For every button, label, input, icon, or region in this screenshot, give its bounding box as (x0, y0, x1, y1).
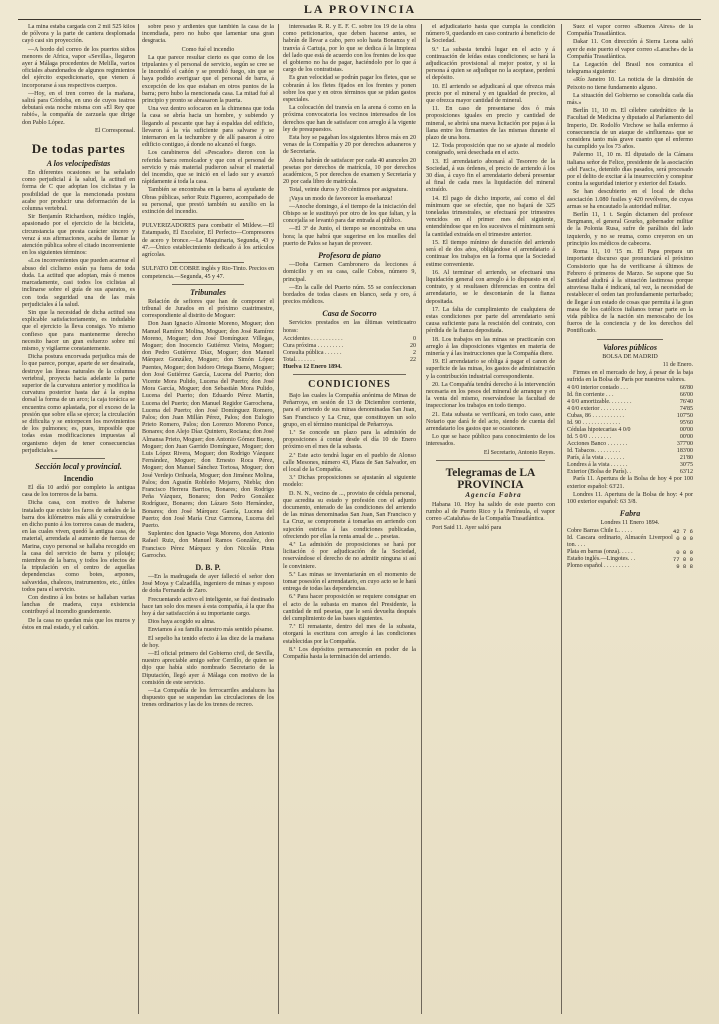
signature: El Corresponsal. (95, 127, 135, 134)
table-row (567, 441, 693, 448)
paragraph: La que parece resultar cierto es que como de los tripulantes y el personal de servicio, según se cree se le incendió el cañón y se prendió fuego, sin que se haya podido averiguar que el personal de barra, á excepción de los que estaban en otros puntos de la barra; pero hubo la mencionada casa. La mitad fué al principio y pronto se abrasaron la puerta. (142, 54, 274, 105)
paragraph: —Anoche domingo, á el tiempo de la iniciación del Obispo se le sustituyó por otro de los que faltan, y la concejalía se levantó para dar entrada al público. (283, 203, 416, 225)
paragraph: El día 10 ardió por completo la antigua casa de los torreros de la barra. (22, 484, 135, 499)
table-row (567, 563, 693, 570)
column-3 (283, 24, 416, 1014)
paragraph: Ahora habrán de satisfacer por cada 40 aranceles 20 pesetas por derechos de matrícula, 10 por derechos académicos, 5 por derechos de examen y Secretaría y 20 por cada libro de matrícula. (283, 157, 416, 186)
paragraph: Palermo 11, 10 m. El diputado de la Cámara italiana señor de Felice, presidente de la asociación «del Fasci», detenido días pasados, será procesado por el delito de excitar á la insurrección y conspirar contra la seguridad interior y exterior del Estado. (567, 152, 693, 188)
paragraph: «Los inconvenientes que pueden acarrear el abuso del ciclismo están ya fuera de toda duda. La actitud que adoptan, más ó menos marcadamente, casi todos los ciclistas al inclinarse sobre el guía de sus aparatos, es con toda seguridad una de las más perjudiciales á la salud. (22, 258, 135, 308)
divider (172, 262, 244, 263)
table-row (567, 469, 693, 476)
paragraph: 4.ª La admisión de proposiciones se hará por licitación ó por adjudicación de la Sociedad, reservándose el derecho de no admitir ninguna si así le conviniere. (283, 541, 416, 570)
table-row (283, 350, 416, 357)
section-heading-todas-partes: De todas partes (31, 141, 126, 157)
paragraph: Los carabineros del «Pescador» dieron con la referida barca remolcador y que con el personal de servicio y más material pudieron salvar el material del incendio, que se inició en el lado sur y avanzó rápidamente á toda la casa. (142, 150, 274, 186)
table-cell-label: Cédulas hipotecarias 4 0/0 (567, 427, 631, 434)
paragraph: Se han descubierto en el local de dicha asociación 1.080 fusiles y 420 revólvers, de cuyas armas se ha encautado la autoridad militar. (567, 189, 693, 210)
table-row (567, 556, 693, 563)
divider (172, 284, 244, 285)
agency-label: Agencia Fabra (465, 490, 522, 499)
paragraph: El sepelio ha tenido efecto á las diez de la mañana de hoy. (142, 635, 274, 649)
paragraph: 3.ª Dichas proposiciones se ajustarán al siguiente modelo: (283, 475, 416, 489)
table-row (567, 455, 693, 462)
section-heading-telegramas: Telegramas de LA PROVINCIA (445, 466, 536, 491)
divider (597, 339, 663, 340)
article-heading-tribunales: Tribunales (190, 287, 226, 297)
article-heading-dbp: D. B. P. (195, 563, 221, 573)
article-heading-profesora: Profesora de piano (318, 251, 381, 261)
table-cell-value: 30'75 (679, 462, 693, 469)
paragraph: —A bordo del correo de los puertos sidios menores de Africa, vapor «Sevilla», llegaron ayer á Málaga procedentes de Melilla, varios oficiales abandonados de algunos regimientos del ejército expedicionario, que vienen á incorporarse á sus respectivos cuerpos. (22, 46, 135, 89)
paragraph: Enviamos á su familia nuestro más sentido pésame. (148, 627, 274, 634)
advertisement-sulfato: SULFATO DE COBRE inglés y Rio-Tinto. Precios en competencia.—Segunda, 45 y 47. (142, 266, 274, 280)
paragraph: «Río Janeiro 10. La noticia de la dimisión de Peixoto no tiene fundamento alguno. (567, 77, 693, 91)
column-divider (421, 24, 422, 1014)
article-heading-como-fue: Como fué el incendio (181, 46, 235, 53)
divider (172, 219, 244, 220)
metals-table (567, 528, 693, 570)
column-divider (561, 24, 562, 1014)
paragraph: Firmes en el mercado de hoy, á pesar de la baja sufrida en la Bolsa de París por nuestros valores. (567, 369, 693, 384)
table-row (567, 434, 693, 441)
paragraph: 19. El arrendatario se obliga á pagar el canon de superficie de las minas, los gastos de administración y la contribución industrial correspondiente. (426, 359, 555, 380)
paragraph: Roma 11, 10 '15 m. El Papa prepara un importante discurso que pronunciará el próximo Consistorio que ha de verificarse á últimos de Febrero ó primeros de Marzo. Se supone que Su Santidad aludirá á la situación lastimosa porque atraviesa Italia é indicará, tal vez, la necesidad de restablecer el orden tan profundamente perturbado; de llegar á un estado de cosas que permita á la gran masa de los católicos italianos tomar parte en la vida pública de la nación sin menoscabo de los fueros de la conciencia y de los derechos del Pontificado. (567, 249, 693, 335)
column-divider (138, 24, 139, 1014)
paragraph: 14. El pago de dicho importe, así como el del mínimum que se efectúe, que no bajará de 325 toneladas trimestrales, se efectuará por trimestres vencidos en el primer mes del siguiente, entendiéndose que en los sucesivos el mínimum será la cantidad extraída en el trimestre anterior. (426, 195, 555, 238)
signature: El Secretario, Antonio Reyes. (483, 449, 555, 456)
paragraph: También se encontraba en la barra al ayudante de Obras públicas, señor Ruiz Figuereo, acompañado de su personal, que prestó también su auxilio en la extinción del incendio. (142, 187, 274, 216)
paragraph: 9.ª La subasta tendrá lugar en el acto y á continuación de leídas estas condiciones; se hará la adjudicación provisional al mejor postor, y si la persona á quien se adjudique no la aceptase, perderá el depósito. (426, 46, 555, 82)
dateline: Huelva 12 Enero 1894. (283, 363, 342, 370)
paragraph: Total, veinte duros y 30 céntimos por asignatura. (289, 187, 408, 194)
table-row (567, 392, 693, 399)
paragraph: —El oficial primero del Gobierno civil, de Sevilla, nuestro apreciable amigo señor Cerrillo, de quien se dijo que había sido nombrado Secretario de la Diputación, llegó ayer á Málaga con motivo de la comisión de este servicio. (142, 651, 274, 686)
column-4 (426, 24, 555, 1014)
masthead-title: LA PROVINCIA (303, 2, 417, 16)
subheading-fabra: Fabra (619, 509, 641, 519)
table-cell-label: Consulta pública . . . . . . (283, 349, 342, 356)
paragraph: Esta hoy se pagaban los siguientes libros más en 20 venas de la Compañía y 20 por derechos aduaneros y de Secretaría. (283, 135, 416, 156)
table-cell-value: 66'00 (679, 392, 693, 399)
article-heading-condiciones: CONDICIONES (308, 378, 391, 390)
table-row (567, 528, 693, 535)
article-heading-incendio: Incendio (63, 473, 94, 483)
paragraph: 11. En caso de presentarse dos ó más proposiciones iguales en precio y cantidad de mineral, se abrirá una nueva licitación por pujas á la llana entre los firmantes de las mismas durante el plazo de una hora. (426, 106, 555, 142)
paragraph: Frecuentando activo el inteligente, se fué destinado hace tan solo dos meses á esta compañía, á la que iba hoy á dar satisfacción á su importante cargo. (142, 596, 274, 618)
paragraph: Berlín 11, 10 m. El célebre catedrático de la Facultad de Medicina y diputado al Parlamento del Imperio, Dr. Rodolfo Virchow se halla enfermo á consecuencia de un ataque de «influenza» que se considera tanto más grave cuanto que el enfermo ha cumplido ya los 73 años. (567, 108, 693, 151)
table-cell-label: 4 0/0 exterior . . . . . . . . . (567, 406, 627, 413)
paragraph: Londres 11. Apertura de la Bolsa de hoy: 4 por 100 exterior español: 63 3/8. (567, 491, 693, 505)
table-cell-value: 21'80 (679, 455, 693, 462)
column-5 (567, 24, 693, 1014)
column-divider (278, 24, 279, 1014)
table-cell-label: Total. . . . . . . (283, 356, 315, 363)
paragraph: Bajo las cuales la Compañía anónima de Minas de Peñarroya, en sesión de 13 de Diciembre corriente, para el arriendo de sus minas denominadas San Juan, San Francisco y La Cruz, que constituyen un solo grupo, en el término municipal de Peñarroya. (283, 392, 416, 428)
paragraph: París 11. Apertura de la Bolsa de hoy 4 por 100 exterior español: 63'21. (567, 476, 693, 490)
table-cell-value: 77 0 0 (672, 556, 693, 564)
paragraph: 10. El arriendo se adjudicará al que ofrezca más precio por el mineral y en igualdad de precios, al que ofrezca mayor cantidad de mineral. (426, 83, 555, 105)
table-cell-label: Plomo español . . . . . . . . . (567, 563, 630, 570)
table-cell-label: Londres á la vista . . . . . . (567, 462, 628, 469)
paragraph: Dios haya acogido su alma. (148, 619, 216, 626)
table-cell-value: 0 0 0 (676, 549, 693, 557)
paragraph: 1.ª Se concede un plazo para la admisión de proposiciones á contar desde el día 10 de Enero próximo en el mes de la subasta. (283, 429, 416, 451)
table-cell-label: Id. fin corriente . . . (567, 392, 614, 399)
advertisement-pulverizadores: PULVERIZADORES para combatir el Mildew.—El Estampado, El Excelsior, El Perfecto—Compresores de acero y bronce.—La Maquinaria, Segunda, 43 y 47.—Único establecimiento dedicado á los artículos agrícolas. (142, 223, 274, 259)
paragraph: Sin que la necesidad de dicha actitud sea explicable satisfactoriamente, es indudable que el ejercicio la lleva consigo. Yo mismo confieso que para mantenerme derecho necesito hacer un gran esfuerzo sobre mí mismo, y vigilarme constantemente. (22, 309, 135, 352)
table-cell-value: 63'12 (679, 469, 693, 476)
table-row (283, 357, 416, 364)
table-cell-value: 00'00 (679, 427, 693, 434)
paragraph: Dakar 11. Con dirección á Sierra Leona salió ayer de este puerto el vapor correo «Larache» de la Compañía Trasatlántica. (567, 39, 693, 60)
paragraph: La Legación del Brasil nos comunica el telegrama siguiente: (567, 62, 693, 76)
table-cell-value: 00'00 (679, 434, 693, 441)
paragraph: Sir Benjamín Richardson, médico inglés, apasionado por el ejercicio de la bicicleta, circunstancia que presta carácter sincero y veraz á sus afirmaciones, acaba de llamar la atención pública sobre el citado inconveniente en los siguientes términos: (22, 214, 135, 257)
table-cell-label: Accidentes . . . . . . . . . . . (283, 335, 343, 342)
table-cell-label: Exterior (Bolsa de París). . (567, 469, 631, 476)
paragraph: Servicios prestados en las últimas veinticuatro horas: (283, 320, 416, 334)
paragraph: 7.ª El rematante, dentro del mes de la subasta, otorgará la escritura con arreglo á las condiciones establecidas por la Compañía. (283, 624, 416, 645)
paragraph: La situación del Gobierno se consolida cada día más.» (567, 92, 693, 107)
table-cell-label: 4 0/0 amortizable. . . . . . . . (567, 399, 632, 406)
paragraph: interesadas R. R. y E. F. C. sobre los 19 de la obra como peticionarios, que deben hacerse antes, se habrán de llevar a cabo, pero solo hasta Bonanza y el tranvía á Cartuja, por lo que se dedica á la limpieza del lado que está de acuerdo con los frentes de los que el gobierno no ha de pagar, haciéndolo por lo que á cargo de los contratistas. (283, 24, 416, 74)
table-cell-value: 20 (410, 342, 416, 349)
paragraph: 21. Esta subasta se verificará, en todo caso, ante Notario que dará fe del acto, siendo de cuenta del arrendatario los gastos que se ocasionen. (426, 411, 555, 432)
paragraph: La colocación del tranvía en la arena ó como en la próxima convocatoria los vecinos interesados de los derechos que han de satisfacer con arreglo á la vigente ley de presupuestos. (283, 105, 416, 133)
paragraph: Don Juan Ignacio Almonte Moreno, Moguer; don Manuel Ramírez Molina, Moguer; don José Ramírez Moreno, Moguer; don José Domínguez Villegas, Moguer; don Inocencio Gutiérrez Vieira, Moguer; don Pedro Gutiérrez Díaz, Moguer; don Manuel Márquez González, Moguer; don Simón López Puentes, Moguer; don Isidoro Ortega Bueno, Moguer; don José Gutiérrez García, Lucena del Puerto; don Vicente Mora Pulido, Lucena del Puerto; don José Mora García, Moguer; don Sebastián Mora Pulido, Lucena del Puerto; don Eduardo Pérez Martín, Lucena del Puerto; don Manuel Regidor Garrochena, Lucena del Puerto; don José Domínguez Romero, Palos; don Juan Millán Pérez, Palos; don Eulogio Prieto Romero, Palos; don Lorenzo Moreno Ponce, Bonares; don Alejo Díaz Quintero, Rociana; don José Almansa Prieto, Moguer; don Antonio Gómez Bueno, Moguer; don Juan Garrido Domínguez, Moguer; don Luis López Rivera, Moguer; don Rodrigo Vázquez Fernández, Moguer; don Ernesto Roca Pérez, Moguer; don Manuel Sánchez Tortosa, Moguer; don José Verdejo Orihuela, Moguer; don Jiménez Molina, Palos; don Agustín Robleño Mojarro, Niebla; don Francisco Herrera Barrios, Bonares; don Rodrigo Peña Vázquez, Bonares; don Pedro González Rodríguez, Bonares; don Lázaro Soto Hernández, Bonares; don José Márquez García, Lucena del Puerto; don José María Cruz Carmona, Lucena del Puerto. (142, 321, 274, 529)
paragraph: —Hoy, en el tren correo de la mañana, salirá para Córdoba, en uno de cuyos teatros debutará esta noche misma con «El Rey que rabió», la compañía de zarzuela que dirige don Pablo López. (22, 90, 135, 126)
table-cell-label: Id. Tabacos. . . . . . . . . (567, 448, 620, 455)
column-2 (142, 24, 274, 1014)
paragraph: —La Compañía de los ferrocarriles andaluces ha dispuesto que se suspendan las circulaciones de los trenes ordinarios y las de los trenes de recreo. (142, 688, 274, 709)
table-cell-label: Id. Cascara ordinario, Almacén Liverpool ton. . . . (567, 535, 673, 549)
table-cell-value: 95'60 (679, 420, 693, 427)
paragraph: —Doña Carmen Cambronero da lecciones á domicilio y en su casa, calle Cobos, número 9, principal. (283, 262, 416, 283)
table-cell-value: 0 0 0 (676, 535, 693, 543)
table-row (567, 420, 693, 427)
paragraph: Es gran velocidad se podrán pagar los fletes, que se cobrarán á los fletes fijados en los frentes y ponen sobre los que y en otros términos que se pidan gastos especiales. (283, 75, 416, 104)
table-row (567, 448, 693, 455)
table-cell-label: Cura próxima . . . . . . . . . (283, 342, 344, 349)
table-cell-value: 9 8 8 (676, 563, 693, 571)
paragraph: 5.ª Las minas se inventariarán en el momento de tomar posesión el arrendatario, en cuyo acto se le hará entrega de todas las dependencias. (283, 571, 416, 593)
table-cell-label: Plata en barras (onza). . . . . (567, 549, 633, 556)
casa-socorro-table (283, 336, 416, 364)
article-heading-velocipedistas: A los velocipedistas (46, 159, 111, 169)
table-cell-value: 183'00 (676, 448, 693, 455)
bolsa-table (567, 385, 693, 476)
paragraph: Berlín 11, 1 t. Según dictamen del profesor Bergmann, el general Gourko, gobernador militar de la Polonia Rusa, sufre de parálisis del lado izquierdo, y no se reuma, como creyeron en un principio los médicos de cabecera. (567, 212, 693, 247)
paragraph: Port Said 11. Ayer salió para (432, 524, 502, 531)
paragraph: 17. La falta de cumplimiento de cualquiera de estas condiciones por parte del arrendatario será causa suficiente para la rescisión del contrato, con pérdida de la fianza depositada. (426, 306, 555, 335)
paragraph: 8.ª Los depósitos permanecerán en poder de la Compañía hasta la terminación del arriendo. (283, 646, 416, 661)
table-cell-value: 2 (413, 349, 416, 356)
table-cell-label: 4 0/0 interior contado . . . (567, 385, 628, 392)
paragraph: Una vez dentro sofocaron en la chimenea que toda la casa se abría hacia un hombre, y subiendo y llegando al pescante que hay á espaldas del edificio, llevaron á la vía suficiente para salvarse y se internaron en la techumbre y de allí pasaron á otro edificio contiguo, á donde no alcanzó el fuego. (142, 106, 274, 149)
paragraph: Lo que se hace público para conocimiento de los interesados. (426, 434, 555, 448)
table-cell-label: Cobre Barras Chile L. . . . . (567, 528, 632, 535)
paragraph: Habana 10. Hoy ha salido de este puerto con rumbo al de Puerto Rico y la Península, el vapor correo «Cataluña» de la Compañía Trasatlántica. (426, 501, 555, 523)
paragraph: Con destino á los botes se hallaban varias lanchas de madera, cuya existencia contribuyó al incendio grandemente. (22, 595, 135, 616)
table-row (567, 406, 693, 413)
table-cell-value: 22 (410, 356, 416, 363)
table-row (283, 343, 416, 350)
paragraph: —El 3º de Junio, el tiempo se encontraba en una hora; la que habrá que sugerirse en los muelles del puerto de Palos se hayan de proveer. (283, 226, 416, 247)
paragraph: Suplentes: don Ignacio Vega Moreno, don Antonio Rafael Ruiz, don Manuel Ramos González, don Francisco Pérez Márquez y don Nicolás Pinta Garrocho. (142, 531, 274, 559)
paragraph: D. N. N., vecino de ..., provisto de cédula personal, que acredita su estado y profesión con el adjunto documento, enterado de las condiciones del arriendo de las minas denominadas San Juan, San Francisco y La Cruz, se compromete á tomarlas en arriendo con sujeción estricta á las condiciones publicadas, ofreciendo por ellas la renta anual de ... pesetas. (283, 490, 416, 540)
table-row (567, 413, 693, 420)
paragraph: 12. Toda proposición que no se ajuste al modelo consignado, será desechada en el acto. (426, 143, 555, 157)
table-cell-label: Id. 5 0/0 . . . . . . . . (567, 434, 612, 441)
paragraph: De la casa no quedan más que los muros y éstos en mal estado, y el cañón. (22, 617, 135, 631)
paragraph: 15. El tiempo mínimo de duración del arriendo será el de dos años, obligándose el arrendatario á continuar los trabajos en la forma que la Sociedad estime conveniente. (426, 239, 555, 268)
table-cell-value: 74'85 (679, 406, 693, 413)
paragraph: 16. Al terminar el arriendo, se efectuará una liquidación general con arreglo á lo dispuesto en el contrato, y si resultasen diferencias en contra del arrendatario, se le descontarán de la fianza depositada. (426, 269, 555, 305)
paragraph: 6.ª Para hacer proposición se requiere consignar en el acto de la subasta en manos del Presidente, la cantidad de mil pesetas, que le será devuelta después del cumplimiento de las bases siguientes. (283, 594, 416, 623)
paragraph: ¡Vaya un modo de favorecer la enseñanza! (289, 195, 393, 202)
table-cell-label: París, á la vista . . . . . . . (567, 455, 625, 462)
masthead-rule (18, 19, 701, 20)
article-heading-casa-socorro: Casa de Socorro (322, 309, 377, 319)
paragraph: —En la madrugada de ayer falleció el señor don José Moya y Calzadilla, ingeniero de minas y esposo de doña Fernanda de Zaro. (142, 574, 274, 595)
table-row (567, 535, 693, 549)
table-cell-value: 0 (413, 335, 416, 342)
table-cell-label: Acciones Banco . . . . . . . (567, 441, 628, 448)
table-row (283, 336, 416, 343)
section-heading-valores: Valores públicos (602, 342, 657, 352)
paragraph: Relación de sefiores que han de componer el tribunal de Jurados en el próximo cuatrimestre, correspondiente al distrito de Moguer: (142, 298, 274, 320)
column-1 (22, 24, 135, 1014)
table-row (567, 399, 693, 406)
table-cell-value: 76'40 (679, 399, 693, 406)
paragraph: 13. El arrendatario abonará al Tesorero de la Sociedad, á sus órdenes, el precio de arriendo á los 30 días, á cuyo fin el arrendatario deberá presentar al final de cada mes la liquidación del mineral extraído. (426, 158, 555, 194)
paragraph: En diferentes ocasiones se ha señalado como perjudicial á la salud, la actitud en forma de C que adoptan los ciclistas y la posibilidad de que la mencionada postura acabe por producir una deformación de la columna vertebral. (22, 170, 135, 213)
divider (52, 458, 105, 459)
paragraph: Suez el vapor correo «Buenos Aires» de la Compañía Trasatlántica. (567, 24, 693, 38)
table-row (567, 427, 693, 434)
paragraph: Dicha postura encorvada perjudica más de lo que parece, porque, aparte de ser desairada, destruye las líneas naturales de la columna vertebral, proyecta hacia adelante la parte superior de la curvatura anterior y modifica la curvatura posterior hasta dar á la espina dorsal la forma de un arco; la caja torácica se encuentra como aplastada, por el exceso de la presión que sobre ella se ejerce; la circulación se dificulta y se entorpecen los movimientos de los pulmones; es, pues, imposible que todas estas modificaciones impuestas al organismo dejen de tener consecuencias perjudiciales.» (22, 354, 135, 454)
subheading-bolsa: BOLSA DE MADRID (602, 353, 658, 360)
divider (293, 374, 406, 375)
table-cell-value: 107'50 (676, 413, 693, 420)
paragraph: Dicha casa, con motivo de haberse instalado que existe los faros de señales de la barra dos kilómetros más allá y construídose en dicho punto á los torreros casas de madera, en las cuales viven, quedó la antigua casa, de material, arrendada al aumento de fuerzas de Marina, cuyo personal se hallaba recogido en la casa del servicio de barra y pilotaje; miembros de la barra, y todos los efectos de la tripulación en el centro de aquellas dependencias como botes, arpones, salvavidas, chalecos, instrumentos, etc., útiles todos para el servicio. (22, 500, 135, 593)
paragraph: el adjudicatario hasta que cumpla la condición número 9, quedando en caso contrario á beneficio de la Sociedad. (426, 24, 555, 45)
table-cell-value: 66'80 (679, 385, 693, 392)
fabra-date: Londres 11 Enero 1894. (600, 520, 660, 527)
table-cell-value: 42 7 6 (672, 528, 693, 536)
divider (436, 460, 545, 461)
section-heading-local: Sección local y provincial. (35, 461, 122, 471)
paragraph: 18. Los trabajos en las minas se practicarán con arreglo á las disposiciones vigentes en materia de minería y á las instrucciones que la Compañía diere. (426, 336, 555, 357)
table-cell-value: 377'00 (676, 441, 693, 448)
paragraph: La mina estaba cargada con 2 mil 525 kilos de pólvora y la parte de cantera desplomada cayó casi sin proyección. (22, 24, 135, 45)
bolsa-date: 11 de Enero. (662, 361, 693, 368)
paragraph: 20. La Compañía tendrá derecho á la intervención necesaria en los pesos del mineral de arranque y en la venta del mismo, reservándose la facultad de inspeccionar los trabajos en todo tiempo. (426, 381, 555, 410)
table-cell-label: Estaño inglés.—Lingotes. . . (567, 556, 636, 563)
paragraph: 2.ª Este acto tendrá lugar en el pueblo de Alonso calle Mesones, número 43, Plaza de San Salvador, en el local de la Compañía. (283, 452, 416, 473)
table-cell-label: Id. 90 . . . . . . . . . . . . . (567, 420, 620, 427)
table-row (567, 549, 693, 556)
paragraph: sobre peso y ardientes que también la casa de la incendiada, pero no hubo que lamentar una gran desgracia. (142, 24, 274, 45)
paragraph: —En la calle del Puerto núm. 55 se confeccionan bordados de todas clases en blanco, seda y oro, á precios módicos. (283, 284, 416, 306)
table-cell-label: Cubas, 86 . . . . . . . . . . . (567, 413, 624, 420)
